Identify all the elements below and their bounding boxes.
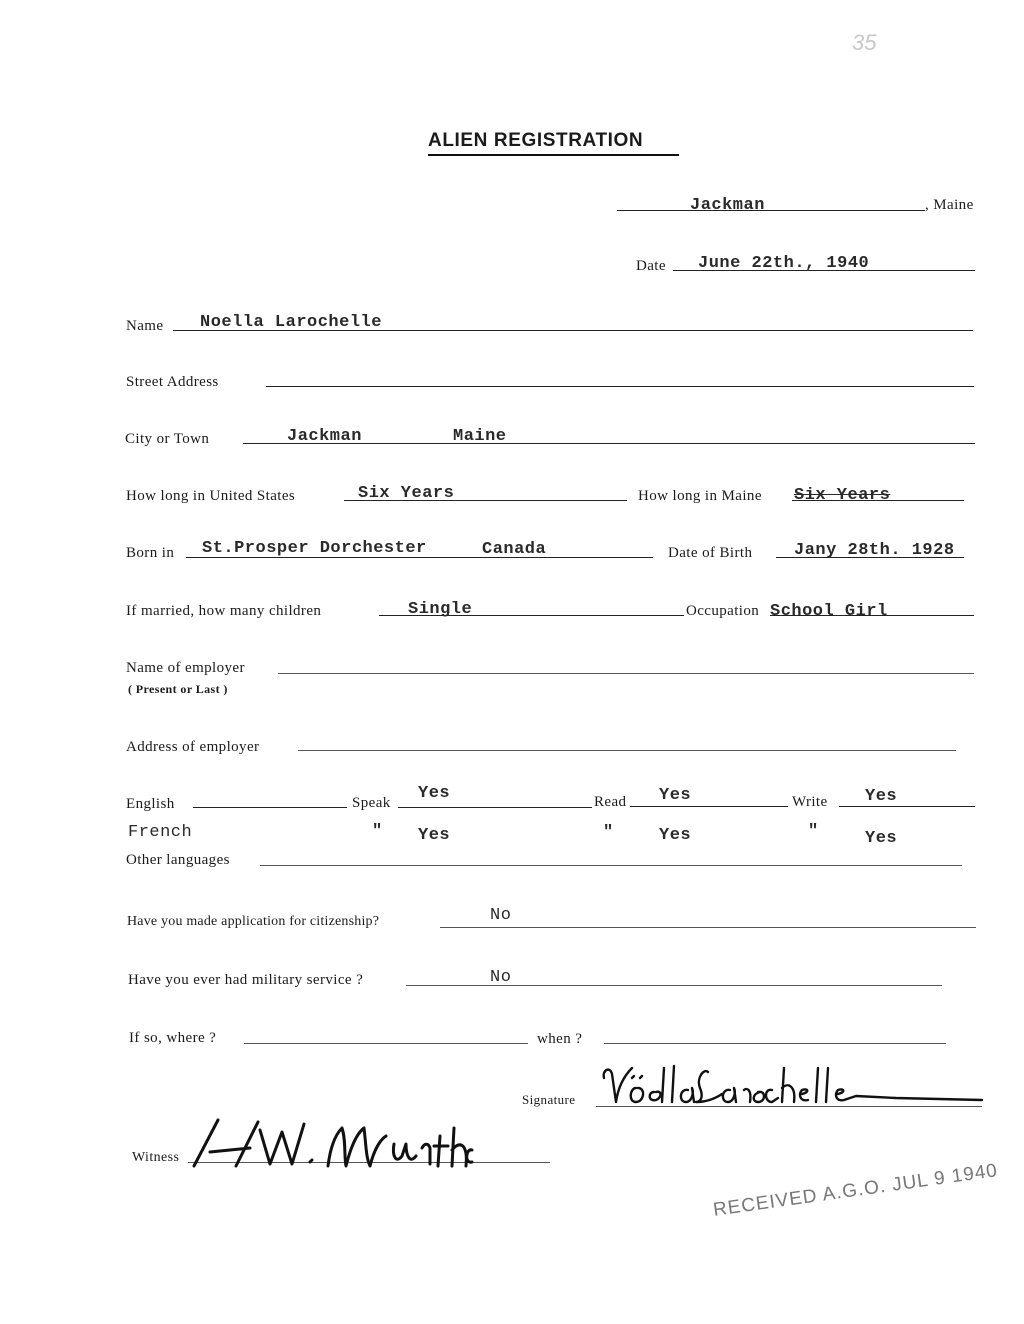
title-underline (428, 154, 679, 156)
where-line (244, 1043, 528, 1044)
french-write-ditto: " (808, 822, 819, 841)
military-line (406, 985, 942, 986)
name-label: Name (126, 318, 164, 334)
military-label: Have you ever had military service ? (128, 972, 364, 988)
received-stamp: RECEIVED A.G.O. JUL 9 1940 (711, 1160, 1000, 1221)
street-label: Street Address (126, 374, 219, 390)
how-long-us-value: Six Years (358, 484, 455, 503)
employer-label: Name of employer (126, 660, 245, 676)
employer-sublabel: ( Present or Last ) (128, 682, 228, 696)
french-label: French (128, 823, 193, 842)
city-value: Jackman (287, 427, 362, 446)
citizenship-label: Have you made application for citizenship? (127, 914, 380, 929)
english-line (193, 807, 347, 808)
occupation-value: School Girl (770, 602, 888, 621)
other-languages-label: Other languages (126, 852, 230, 868)
how-long-us-label: How long in United States (126, 488, 296, 504)
signature-label: Signature (522, 1092, 576, 1107)
write-line (839, 806, 975, 807)
children-value: Single (408, 600, 473, 619)
english-label: English (126, 796, 175, 812)
city-label: City or Town (125, 431, 210, 447)
when-line (604, 1043, 946, 1044)
town-line (617, 210, 925, 211)
french-speak-ditto: " (372, 822, 383, 841)
dob-label: Date of Birth (668, 545, 753, 561)
french-speak-value: Yes (418, 826, 451, 845)
french-read-ditto: " (603, 823, 614, 842)
employer-address-line (298, 750, 956, 751)
english-speak-value: Yes (418, 784, 451, 803)
other-languages-line (260, 865, 962, 866)
signature-handwriting (596, 1058, 988, 1118)
page-number: 35 (852, 30, 877, 55)
born-place-value: St.Prosper Dorchester (202, 539, 427, 558)
french-read-value: Yes (659, 826, 692, 845)
witness-label: Witness (132, 1150, 180, 1165)
read-line (630, 806, 788, 807)
read-label: Read (594, 794, 627, 810)
street-line (266, 386, 974, 387)
form-title: ALIEN REGISTRATION (428, 130, 644, 151)
town-value: Jackman (690, 196, 765, 215)
date-value: June 22th., 1940 (698, 254, 870, 273)
born-country-value: Canada (482, 540, 547, 559)
when-label: when ? (537, 1031, 583, 1047)
employer-line (278, 673, 974, 674)
state-label: , Maine (925, 197, 974, 213)
occupation-label: Occupation (686, 603, 760, 619)
how-long-maine-value: Six Years (794, 486, 891, 505)
where-label: If so, where ? (129, 1030, 217, 1046)
english-write-value: Yes (865, 787, 898, 806)
employer-address-label: Address of employer (126, 739, 260, 755)
name-value: Noella Larochelle (200, 313, 382, 332)
french-write-value: Yes (865, 829, 898, 848)
city-state-value: Maine (453, 427, 507, 446)
citizenship-line (440, 927, 976, 928)
speak-label: Speak (352, 795, 391, 811)
children-label: If married, how many children (126, 603, 322, 619)
dob-value: Jany 28th. 1928 (794, 541, 955, 560)
citizenship-value: No (490, 906, 512, 925)
how-long-maine-label: How long in Maine (638, 488, 762, 504)
born-label: Born in (126, 545, 175, 561)
witness-handwriting (188, 1110, 478, 1174)
write-label: Write (792, 794, 828, 810)
english-read-value: Yes (659, 786, 692, 805)
date-label: Date (636, 258, 666, 274)
military-value: No (490, 968, 512, 987)
speak-line (398, 807, 592, 808)
